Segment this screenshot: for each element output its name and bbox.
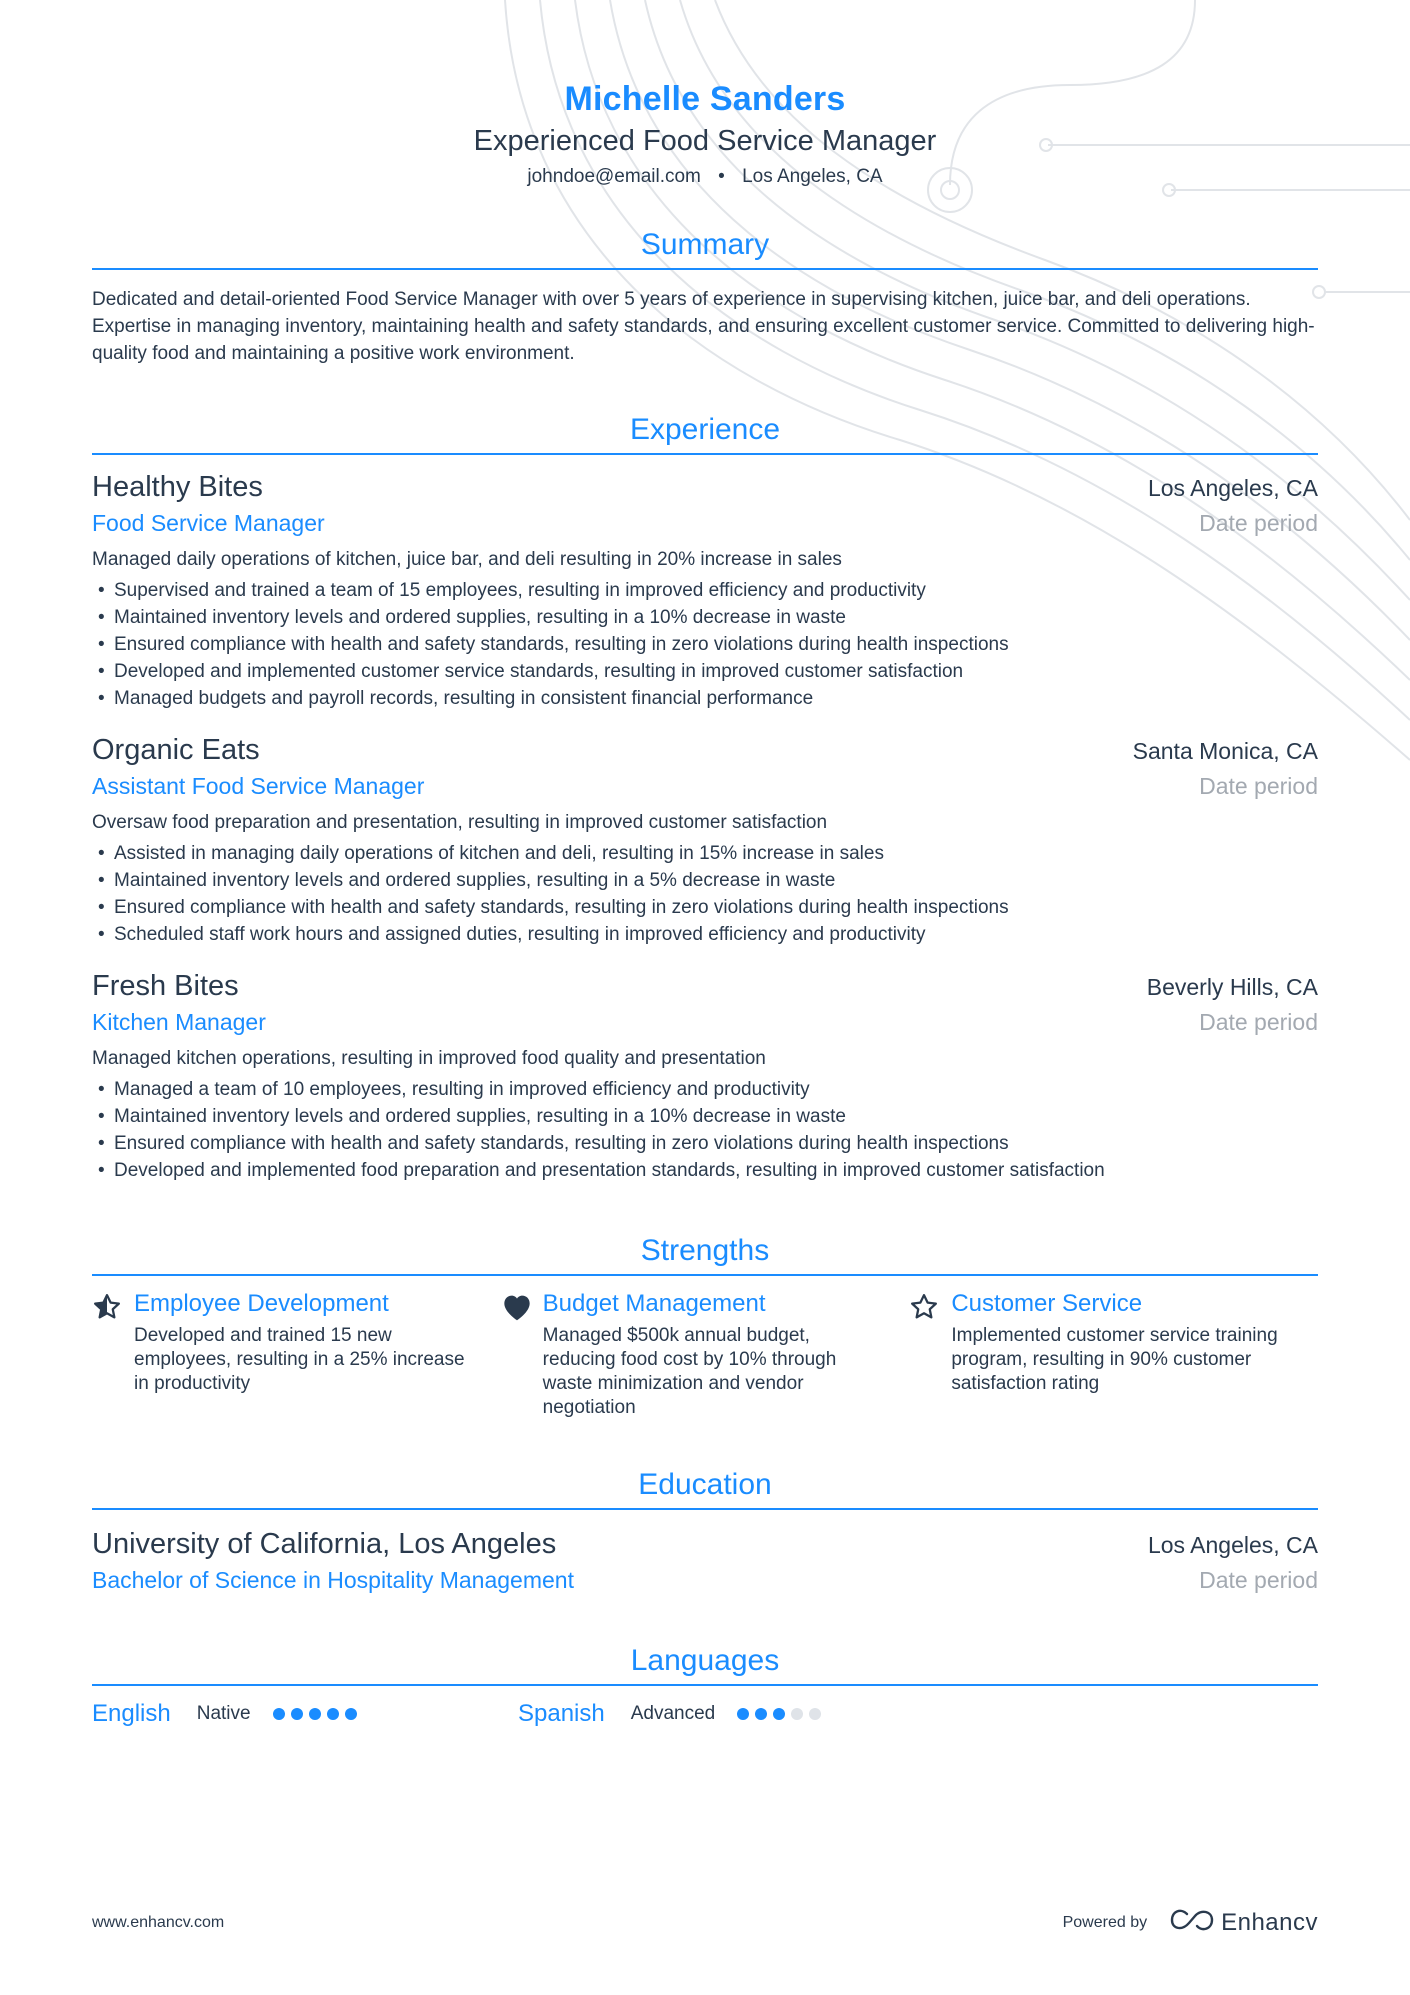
job-description: Oversaw food preparation and presentation, resulting in improved customer satisfaction [92,812,828,833]
job-bullets [92,577,1318,712]
company-name: Healthy Bites [92,471,263,503]
section-title-education: Education [92,1468,1318,1510]
job-bullet: • Maintained inventory levels and ordered supplies, resulting in a 5% decrease in waste [92,867,1318,894]
section-title-strengths: Strengths [92,1234,1318,1276]
job-location: Santa Monica, CA [1132,738,1318,764]
company-name: Fresh Bites [92,970,239,1002]
resume-page [92,0,1318,1728]
language-level: Native [196,1703,251,1724]
language-rating [273,1708,357,1720]
rating-dot-empty [809,1708,821,1720]
language-item [518,1700,944,1728]
job-bullet: • Ensured compliance with health and safety standards, resulting in zero violations during health inspections [92,1130,1318,1157]
strength-title: Employee Development [134,1290,389,1317]
strength-item [909,1290,1318,1420]
candidate-role: Experienced Food Service Manager [473,125,937,157]
strength-description: Implemented customer service training program, resulting in 90% customer satisfaction rating [951,1325,1278,1394]
rating-dot-empty [791,1708,803,1720]
languages-list [92,1700,1318,1728]
job-item [92,970,1318,1184]
strength-title: Customer Service [951,1290,1143,1317]
school-location: Los Angeles, CA [1147,1532,1318,1558]
company-name: Organic Eats [92,734,260,766]
job-bullets [92,840,1318,948]
rating-dot-filled [737,1708,749,1720]
rating-dot-filled [327,1708,339,1720]
strengths-list [92,1290,1318,1420]
strengths-section [92,1234,1318,1420]
star-half-icon [92,1290,134,1420]
section-title-experience: Experience [92,413,1318,455]
job-bullet: • Scheduled staff work hours and assigned duties, resulting in improved efficiency and productivity [92,921,1318,948]
candidate-name: Michelle Sanders [564,80,846,118]
experience-list [92,471,1318,1184]
education-date: Date period [1199,1567,1318,1593]
language-name: English [92,1700,171,1727]
contact-line [92,166,1318,188]
job-bullet: • Managed budgets and payroll records, resulting in consistent financial performance [92,685,1318,712]
job-item [92,734,1318,948]
contact-separator: • [718,166,725,187]
brand-name: Enhancv [1221,1908,1318,1936]
job-bullet: • Developed and implemented customer service standards, resulting in improved customer satisfaction [92,658,1318,685]
resume-header [92,0,1318,188]
rating-dot-filled [309,1708,321,1720]
job-bullet: • Maintained inventory levels and ordered supplies, resulting in a 10% decrease in waste [92,604,1318,631]
school-name: University of California, Los Angeles [92,1528,557,1560]
rating-dot-filled [345,1708,357,1720]
job-bullets [92,1076,1318,1184]
job-bullet: • Developed and implemented food preparation and presentation standards, resulting in improved customer satisfaction [92,1157,1318,1184]
language-name: Spanish [518,1700,605,1727]
strength-description: Managed $500k annual budget, reducing food cost by 10% through waste minimization and vendor negotiation [542,1325,837,1418]
strength-description: Developed and trained 15 new employees, resulting in a 25% increase in productivity [134,1325,465,1394]
job-location: Beverly Hills, CA [1146,974,1318,1000]
strength-item [92,1290,501,1420]
rating-dot-filled [755,1708,767,1720]
rating-dot-filled [273,1708,285,1720]
languages-section [92,1644,1318,1728]
job-title: Food Service Manager [92,510,325,536]
education-section [92,1468,1318,1594]
powered-by [1063,1908,1318,1937]
enhancv-logo-icon [1169,1908,1215,1937]
job-date: Date period [1199,510,1318,536]
job-date: Date period [1199,1009,1318,1035]
job-bullet: • Ensured compliance with health and safety standards, resulting in zero violations during health inspections [92,894,1318,921]
summary-section [92,228,1318,367]
section-title-summary: Summary [92,228,1318,270]
degree: Bachelor of Science in Hospitality Management [92,1567,574,1593]
job-description: Managed daily operations of kitchen, juice bar, and deli resulting in 20% increase in sales [92,549,842,570]
job-title: Kitchen Manager [92,1009,266,1035]
language-item [92,1700,518,1728]
footer [92,1908,1318,1937]
rating-dot-filled [291,1708,303,1720]
powered-by-label: Powered by [1062,1913,1148,1931]
star-outline-icon [909,1290,951,1420]
job-bullet: • Managed a team of 10 employees, resulting in improved efficiency and productivity [92,1076,1318,1103]
footer-url[interactable]: www.enhancv.com [92,1913,225,1931]
job-bullet: • Maintained inventory levels and ordered supplies, resulting in a 10% decrease in waste [92,1103,1318,1130]
rating-dot-filled [773,1708,785,1720]
job-bullet: • Ensured compliance with health and safety standards, resulting in zero violations during health inspections [92,631,1318,658]
strength-title: Budget Management [542,1290,766,1317]
education-item [92,1528,1318,1594]
job-item [92,471,1318,712]
strength-item [501,1290,910,1420]
email[interactable]: johndoe@email.com [527,166,701,187]
job-description: Managed kitchen operations, resulting in improved food quality and presentation [92,1048,766,1069]
job-bullet: • Assisted in managing daily operations of kitchen and deli, resulting in 15% increase in sales [92,840,1318,867]
location: Los Angeles, CA [742,166,883,187]
job-location: Los Angeles, CA [1147,475,1318,501]
job-bullet: • Supervised and trained a team of 15 employees, resulting in improved efficiency and productivity [92,577,1318,604]
job-title: Assistant Food Service Manager [92,773,425,799]
language-rating [737,1708,821,1720]
section-title-languages: Languages [92,1644,1318,1686]
heart-icon [501,1290,543,1420]
job-date: Date period [1199,773,1318,799]
summary-text: Dedicated and detail-oriented Food Service Manager with over 5 years of experience in supervising kitchen, juice bar, and deli operations. Expertise in managing inventory, maintaining health and safety standards, and ensuring excellent customer service. Committed to delivering high-quality food and maintaining a positive work environment. [92,289,1315,364]
experience-section [92,413,1318,1184]
language-level: Advanced [630,1703,716,1724]
